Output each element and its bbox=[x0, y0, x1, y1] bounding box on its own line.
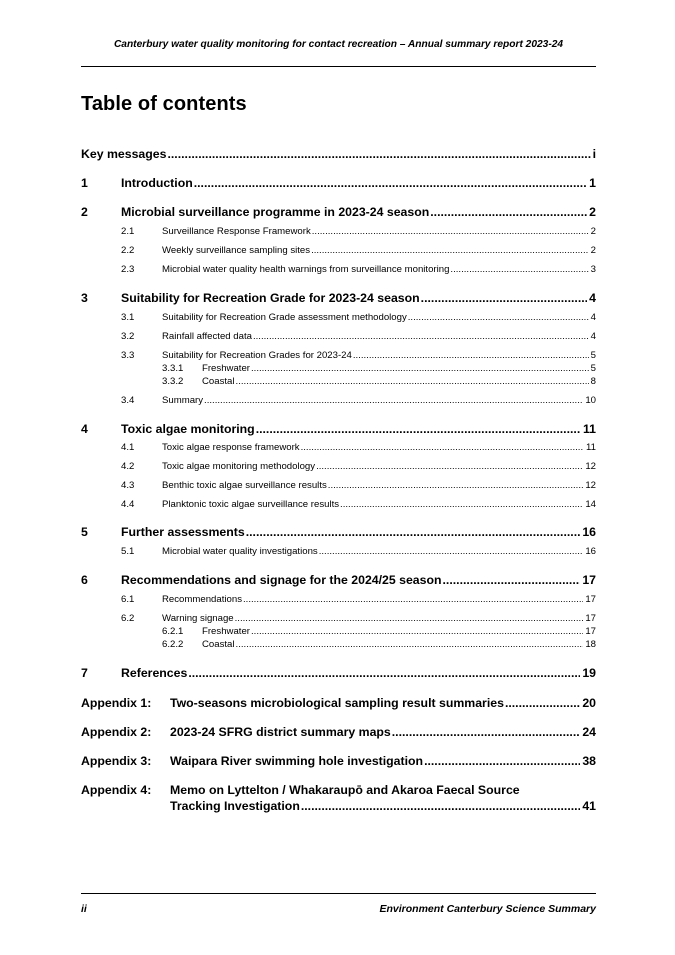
leader-dots bbox=[312, 226, 589, 237]
toc-number: 6.2.1 bbox=[162, 626, 184, 637]
footer-rule bbox=[81, 893, 596, 894]
toc-entry-summary[interactable] bbox=[162, 395, 596, 407]
toc-number: 5 bbox=[81, 525, 88, 539]
toc-page: 18 bbox=[585, 639, 596, 650]
toc-page: 19 bbox=[582, 666, 596, 680]
toc-title: Microbial surveillance programme in 2023-24 season bbox=[121, 205, 430, 219]
toc-entry-appendix-3[interactable] bbox=[170, 754, 596, 770]
toc-page: 2 bbox=[590, 226, 596, 237]
leader-dots bbox=[256, 422, 581, 436]
toc-entry-coastal[interactable] bbox=[202, 376, 596, 388]
leader-dots bbox=[188, 666, 580, 680]
toc-title: Coastal bbox=[202, 376, 235, 387]
toc-title: Two-seasons microbiological sampling result summaries bbox=[170, 696, 504, 710]
toc-number: 6.2 bbox=[121, 613, 135, 624]
toc-entry-appendix-4-line-1[interactable] bbox=[170, 783, 596, 799]
toc-entry-signage-coastal[interactable] bbox=[202, 639, 596, 651]
toc-page: 16 bbox=[585, 546, 596, 557]
toc-number: 4.3 bbox=[121, 480, 135, 491]
toc-entry-recommendations-signage[interactable] bbox=[121, 573, 596, 589]
toc-page: 10 bbox=[585, 395, 596, 406]
toc-number: Appendix 1: bbox=[81, 696, 152, 710]
toc-title: Key messages bbox=[81, 147, 167, 161]
toc-number: 7 bbox=[81, 666, 88, 680]
toc-title: Recommendations and signage for the 2024/25 season bbox=[121, 573, 442, 587]
toc-page: 17 bbox=[585, 613, 596, 624]
toc-entry-further-assessments[interactable] bbox=[121, 525, 596, 541]
leader-dots bbox=[316, 461, 583, 472]
toc-number: 5.1 bbox=[121, 546, 135, 557]
toc-number: 4.2 bbox=[121, 461, 135, 472]
toc-entry-introduction[interactable] bbox=[121, 176, 596, 192]
toc-number: 3.1 bbox=[121, 312, 135, 323]
toc-title: Warning signage bbox=[162, 613, 234, 624]
toc-entry-rainfall-data[interactable] bbox=[162, 331, 596, 343]
toc-page: 20 bbox=[582, 696, 596, 710]
leader-dots bbox=[246, 525, 581, 539]
toc-title: Memo on Lyttelton / Whakaraupō and Akaroa Faecal Source bbox=[170, 783, 520, 797]
leader-dots bbox=[450, 264, 588, 275]
toc-title: Recommendations bbox=[162, 594, 242, 605]
toc-number: 3 bbox=[81, 291, 88, 305]
running-header: Canterbury water quality monitoring for contact recreation – Annual summary report 2023-24 bbox=[113, 39, 564, 50]
toc-title: Rainfall affected data bbox=[162, 331, 252, 342]
leader-dots bbox=[311, 245, 589, 256]
toc-title: Toxic algae monitoring bbox=[121, 422, 255, 436]
toc-title: References bbox=[121, 666, 188, 680]
toc-entry-benthic-results[interactable] bbox=[162, 480, 596, 492]
toc-number: 3.4 bbox=[121, 395, 135, 406]
toc-title: Tracking Investigation bbox=[170, 799, 300, 813]
toc-entry-algae-response-framework[interactable] bbox=[162, 442, 596, 454]
toc-page: 41 bbox=[582, 799, 596, 813]
toc-page: 17 bbox=[585, 594, 596, 605]
toc-page: 5 bbox=[590, 350, 596, 361]
toc-title: Suitability for Recreation Grades for 2023-24 bbox=[162, 350, 352, 361]
toc-page: 24 bbox=[582, 725, 596, 739]
toc-number: Appendix 2: bbox=[81, 725, 152, 739]
toc-page: 17 bbox=[585, 626, 596, 637]
toc-entry-appendix-2[interactable] bbox=[170, 725, 596, 741]
toc-entry-recommendations[interactable] bbox=[162, 594, 596, 606]
toc-page: 4 bbox=[589, 291, 596, 305]
toc-entry-freshwater[interactable] bbox=[202, 363, 596, 375]
leader-dots bbox=[236, 376, 589, 387]
toc-number: 6 bbox=[81, 573, 88, 587]
toc-entry-microbial-investigations[interactable] bbox=[162, 546, 596, 558]
toc-page: 3 bbox=[590, 264, 596, 275]
toc-entry-suitability-grade[interactable] bbox=[121, 291, 596, 307]
toc-number: 6.2.2 bbox=[162, 639, 184, 650]
toc-number: 3.3.1 bbox=[162, 363, 184, 374]
toc-page: 12 bbox=[585, 480, 596, 491]
toc-title: Freshwater bbox=[202, 363, 250, 374]
toc-title: Suitability for Recreation Grade for 2023-24 season bbox=[121, 291, 420, 305]
toc-page: 14 bbox=[585, 499, 596, 510]
toc-entry-health-warnings[interactable] bbox=[162, 264, 596, 276]
toc-title: Coastal bbox=[202, 639, 235, 650]
leader-dots bbox=[353, 350, 589, 361]
toc-title: Microbial water quality health warnings from surveillance monitoring bbox=[162, 264, 450, 275]
toc-title: Benthic toxic algae surveillance results bbox=[162, 480, 327, 491]
toc-number: 1 bbox=[81, 176, 88, 190]
leader-dots bbox=[319, 546, 584, 557]
toc-entry-warning-signage[interactable] bbox=[162, 613, 596, 625]
toc-title: Introduction bbox=[121, 176, 193, 190]
toc-number: 2.3 bbox=[121, 264, 135, 275]
leader-dots bbox=[424, 754, 580, 768]
toc-title: Further assessments bbox=[121, 525, 245, 539]
toc-page: 1 bbox=[589, 176, 596, 190]
toc-title: Waipara River swimming hole investigation bbox=[170, 754, 424, 768]
leader-dots bbox=[235, 613, 584, 624]
toc-entry-toxic-algae[interactable] bbox=[121, 422, 596, 438]
toc-number: 4 bbox=[81, 422, 88, 436]
toc-number: 2.1 bbox=[121, 226, 135, 237]
leader-dots bbox=[301, 799, 580, 813]
toc-page: 38 bbox=[582, 754, 596, 768]
leader-dots bbox=[430, 205, 587, 219]
toc-entry-signage-freshwater[interactable] bbox=[202, 626, 596, 638]
leader-dots bbox=[204, 395, 583, 406]
toc-entry-key-messages[interactable] bbox=[81, 147, 596, 163]
toc-page: 16 bbox=[582, 525, 596, 539]
toc-entry-appendix-4-line-2[interactable] bbox=[170, 799, 596, 815]
leader-dots bbox=[443, 573, 581, 587]
toc-number: 3.3.2 bbox=[162, 376, 184, 387]
leader-dots bbox=[301, 442, 584, 453]
leader-dots bbox=[167, 147, 590, 161]
toc-page: 5 bbox=[590, 363, 596, 374]
toc-title: Toxic algae monitoring methodology bbox=[162, 461, 316, 472]
toc-title: Weekly surveillance sampling sites bbox=[162, 245, 311, 256]
toc-title: Freshwater bbox=[202, 626, 250, 637]
toc-entry-references[interactable] bbox=[121, 666, 596, 682]
toc-entry-microbial-surveillance[interactable] bbox=[121, 205, 596, 221]
toc-page: 12 bbox=[585, 461, 596, 472]
leader-dots bbox=[408, 312, 589, 323]
toc-title: 2023-24 SFRG district summary maps bbox=[170, 725, 391, 739]
toc-title: Planktonic toxic algae surveillance results bbox=[162, 499, 340, 510]
toc-page: 11 bbox=[586, 442, 596, 453]
toc-entry-algae-methodology[interactable] bbox=[162, 461, 596, 473]
toc-page: 4 bbox=[590, 331, 596, 342]
toc-title: Toxic algae response framework bbox=[162, 442, 300, 453]
toc-title: Suitability for Recreation Grade assessment methodology bbox=[162, 312, 407, 323]
leader-dots bbox=[392, 725, 581, 739]
footer-organisation: Environment Canterbury Science Summary bbox=[379, 903, 596, 915]
toc-page: 4 bbox=[590, 312, 596, 323]
toc-page: 17 bbox=[582, 573, 596, 587]
leader-dots bbox=[251, 626, 583, 637]
toc-title: Surveillance Response Framework bbox=[162, 226, 311, 237]
toc-page: 11 bbox=[583, 422, 596, 436]
toc-number: 2.2 bbox=[121, 245, 135, 256]
toc-title: Microbial water quality investigations bbox=[162, 546, 318, 557]
leader-dots bbox=[194, 176, 587, 190]
page-title: Table of contents bbox=[81, 93, 247, 115]
toc-entry-grades-2023-24[interactable] bbox=[162, 350, 596, 362]
toc-number: 3.3 bbox=[121, 350, 135, 361]
toc-number: Appendix 3: bbox=[81, 754, 152, 768]
leader-dots bbox=[236, 639, 584, 650]
leader-dots bbox=[253, 331, 589, 342]
toc-number: 3.2 bbox=[121, 331, 135, 342]
toc-entry-grade-methodology[interactable] bbox=[162, 312, 596, 324]
toc-page: i bbox=[592, 147, 596, 161]
toc-number: 2 bbox=[81, 205, 88, 219]
toc-page: 8 bbox=[590, 376, 596, 387]
toc-number: Appendix 4: bbox=[81, 783, 152, 797]
leader-dots bbox=[243, 594, 583, 605]
toc-page: 2 bbox=[590, 245, 596, 256]
toc-entry-weekly-sampling-sites[interactable] bbox=[162, 245, 596, 257]
leader-dots bbox=[251, 363, 589, 374]
toc-number: 4.1 bbox=[121, 442, 135, 453]
toc-entry-surveillance-response-framework[interactable] bbox=[162, 226, 596, 238]
toc-title: Summary bbox=[162, 395, 204, 406]
footer-page-number: ii bbox=[81, 903, 87, 915]
leader-dots bbox=[505, 696, 580, 710]
leader-dots bbox=[421, 291, 588, 305]
toc-number: 4.4 bbox=[121, 499, 135, 510]
toc-entry-appendix-1[interactable] bbox=[170, 696, 596, 712]
toc-entry-planktonic-results[interactable] bbox=[162, 499, 596, 511]
header-rule bbox=[81, 66, 596, 67]
toc-number: 6.1 bbox=[121, 594, 135, 605]
leader-dots bbox=[328, 480, 584, 491]
leader-dots bbox=[340, 499, 583, 510]
toc-page: 2 bbox=[589, 205, 596, 219]
